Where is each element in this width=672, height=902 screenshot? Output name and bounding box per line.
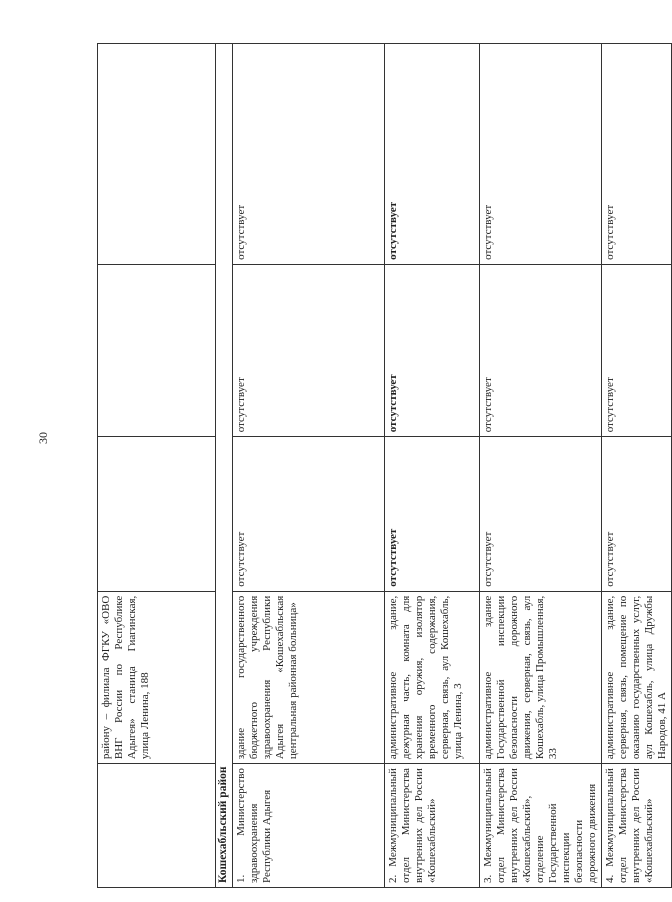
status-cell: отсутствует — [233, 264, 385, 436]
facility-cell: административное здание, дежурная часть, комната для хранения оружия, изолятор временного содержания, серверная, связь, аул Кошехабль, улица Ленина, 3 — [385, 591, 480, 763]
organization-cell: 1. Министерство здравоохранения Республики Адыгея — [233, 764, 385, 888]
status-cell — [98, 437, 216, 591]
status-cell — [98, 264, 216, 436]
page-number: 30 — [36, 432, 50, 444]
status-cell: отсутствует — [385, 437, 480, 591]
table-row — [601, 44, 671, 888]
facilities-table — [97, 43, 672, 888]
facility-cell: административное здание Государственной инспекции безопасности дорожного движения, серверная, связь, аул Кошехабль, улица Промышленная, 33 — [480, 591, 602, 763]
section-title: Кошехабльский район — [216, 44, 233, 888]
organization-cell: 2. Межмуниципальный отдел Министерства внутренних дел России «Кошехабльский» — [385, 764, 480, 888]
status-cell: отсутствует — [601, 264, 671, 436]
rotated-page-content — [97, 43, 668, 888]
table-row — [385, 44, 480, 888]
facility-cell: административное здание, серверная, связь, помещение по оказанию государственных услуг, аул Кошехабль, улица Дружбы Народов, 41 А — [601, 591, 671, 763]
table-row — [233, 44, 385, 888]
status-cell: отсутствует — [385, 44, 480, 265]
section-row — [216, 44, 233, 888]
organization-cell — [98, 764, 216, 888]
status-cell: отсутствует — [480, 437, 602, 591]
status-cell: отсутствует — [601, 437, 671, 591]
facility-cell: району – филиала ФГКУ «ОВО ВНГ России по Республике Адыгея» станица Гиагинская, улица Ленина, 188 — [98, 591, 216, 763]
organization-cell: 3. Межмуниципальный отдел Министерства внутренних дел России «Кошехабльский», отделение Государственной инспекции безопасности дорожного движения — [480, 764, 602, 888]
status-cell: отсутствует — [601, 44, 671, 265]
status-cell: отсутствует — [385, 264, 480, 436]
table-row — [98, 44, 216, 888]
table-row — [480, 44, 602, 888]
status-cell — [98, 44, 216, 265]
status-cell: отсутствует — [480, 264, 602, 436]
organization-cell: 4. Межмуниципальный отдел Министерства внутренних дел России «Кошехабльский» — [601, 764, 671, 888]
status-cell: отсутствует — [233, 437, 385, 591]
status-cell: отсутствует — [480, 44, 602, 265]
facility-cell: здание государственного бюджетного учреждения здравоохранения Республики Адыгея «Кошехабльская центральная районная больница» — [233, 591, 385, 763]
status-cell: отсутствует — [233, 44, 385, 265]
